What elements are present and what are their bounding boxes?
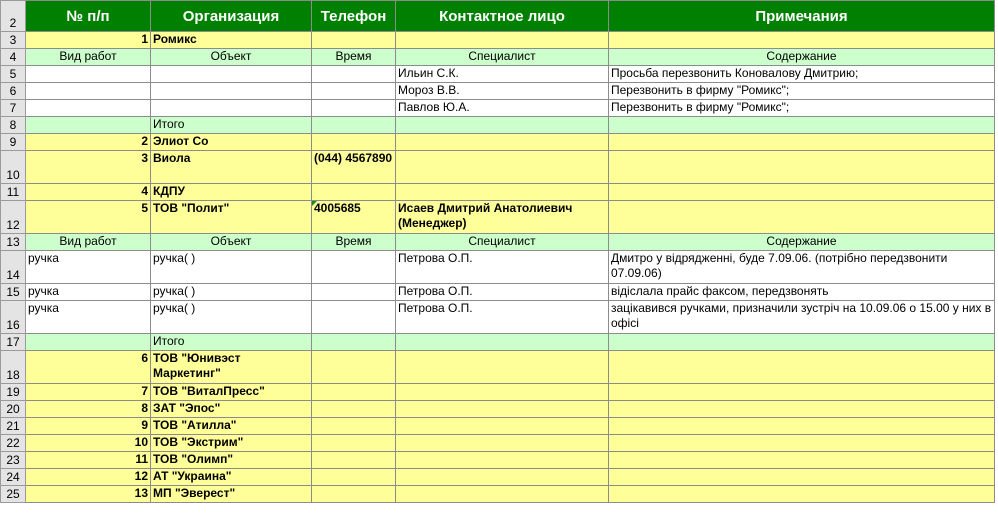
total-empty-cell[interactable] xyxy=(26,334,151,351)
header-phone[interactable]: Телефон xyxy=(312,1,396,32)
org-note-cell[interactable] xyxy=(609,201,995,234)
row-header[interactable]: 6 xyxy=(1,83,26,100)
content-cell[interactable]: зацікавився ручками, призначили зустріч на 10.09.06 о 15.00 у них в офісі xyxy=(609,301,995,334)
time-cell[interactable] xyxy=(312,251,396,284)
org-number-cell[interactable]: 13 xyxy=(26,486,151,503)
row-header[interactable]: 19 xyxy=(1,384,26,401)
organization-row xyxy=(1,486,995,503)
total-empty-cell[interactable] xyxy=(609,334,995,351)
row-header[interactable]: 17 xyxy=(1,334,26,351)
org-phone-cell[interactable] xyxy=(312,351,396,384)
row-header[interactable]: 5 xyxy=(1,66,26,83)
org-contact-cell[interactable] xyxy=(396,418,609,435)
org-name-cell[interactable]: Ромикс xyxy=(151,32,312,49)
organization-row xyxy=(1,184,995,201)
total-label-cell[interactable]: Итого xyxy=(151,334,312,351)
object-cell[interactable] xyxy=(151,66,312,83)
org-contact-cell[interactable] xyxy=(396,32,609,49)
total-empty-cell[interactable] xyxy=(396,117,609,134)
org-number-cell[interactable]: 9 xyxy=(26,418,151,435)
row-header[interactable]: 8 xyxy=(1,117,26,134)
org-name-cell[interactable]: ТОВ "Полит" xyxy=(151,201,312,234)
work-type-cell[interactable] xyxy=(26,83,151,100)
org-contact-cell[interactable] xyxy=(396,401,609,418)
row-header[interactable]: 2 xyxy=(1,1,26,32)
row-header[interactable]: 9 xyxy=(1,134,26,151)
organization-row xyxy=(1,32,995,49)
content-cell[interactable]: відіслала прайс факсом, передзвонять xyxy=(609,284,995,301)
content-cell[interactable]: Перезвонить в фирму "Ромикс"; xyxy=(609,100,995,117)
org-phone-cell[interactable] xyxy=(312,486,396,503)
org-number-cell[interactable]: 3 xyxy=(26,151,151,184)
sub-header-time[interactable]: Время xyxy=(312,49,396,66)
content-cell[interactable]: Просьба перезвонить Коновалову Дмитрию; xyxy=(609,66,995,83)
detail-row xyxy=(1,100,995,117)
content-cell[interactable]: Перезвонить в фирму "Ромикс"; xyxy=(609,83,995,100)
row-header[interactable]: 25 xyxy=(1,486,26,503)
total-empty-cell[interactable] xyxy=(609,117,995,134)
specialist-cell[interactable]: Петрова О.П. xyxy=(396,284,609,301)
row-header[interactable]: 3 xyxy=(1,32,26,49)
total-label-cell[interactable]: Итого xyxy=(151,117,312,134)
phone-text: 4005685 xyxy=(314,201,361,215)
specialist-cell[interactable]: Ильин С.К. xyxy=(396,66,609,83)
specialist-cell[interactable]: Петрова О.П. xyxy=(396,251,609,284)
work-type-cell[interactable]: ручка xyxy=(26,284,151,301)
org-number-cell[interactable]: 2 xyxy=(26,134,151,151)
organization-row xyxy=(1,201,995,234)
org-contact-cell[interactable] xyxy=(396,452,609,469)
org-name-cell[interactable]: ТОВ "Атилла" xyxy=(151,418,312,435)
org-number-cell[interactable]: 8 xyxy=(26,401,151,418)
total-empty-cell[interactable] xyxy=(312,117,396,134)
row-header[interactable]: 24 xyxy=(1,469,26,486)
row-header[interactable]: 11 xyxy=(1,184,26,201)
organization-row xyxy=(1,134,995,151)
object-cell[interactable] xyxy=(151,100,312,117)
total-empty-cell[interactable] xyxy=(396,334,609,351)
sub-header-specialist[interactable]: Специалист xyxy=(396,49,609,66)
organization-row xyxy=(1,384,995,401)
org-note-cell[interactable] xyxy=(609,32,995,49)
org-contact-cell[interactable] xyxy=(396,134,609,151)
sub-header-work-type[interactable]: Вид работ xyxy=(26,49,151,66)
object-cell[interactable]: ручка( ) xyxy=(151,251,312,284)
sub-header-content[interactable]: Содержание xyxy=(609,234,995,251)
error-indicator-icon xyxy=(312,201,317,206)
org-name-cell[interactable]: ТОВ "Экстрим" xyxy=(151,435,312,452)
header-organization[interactable]: Организация xyxy=(151,1,312,32)
work-type-cell[interactable] xyxy=(26,66,151,83)
detail-row xyxy=(1,251,995,284)
object-cell[interactable] xyxy=(151,83,312,100)
organization-row xyxy=(1,351,995,384)
org-contact-cell[interactable] xyxy=(396,486,609,503)
organization-row xyxy=(1,452,995,469)
org-phone-cell[interactable] xyxy=(312,384,396,401)
total-empty-cell[interactable] xyxy=(26,117,151,134)
time-cell[interactable] xyxy=(312,301,396,334)
detail-row xyxy=(1,301,995,334)
object-cell[interactable]: ручка( ) xyxy=(151,284,312,301)
detail-row xyxy=(1,284,995,301)
org-phone-cell[interactable] xyxy=(312,452,396,469)
row-header[interactable]: 14 xyxy=(1,251,26,284)
org-number-cell[interactable]: 12 xyxy=(26,469,151,486)
org-number-cell[interactable]: 5 xyxy=(26,201,151,234)
total-row xyxy=(1,117,995,134)
org-name-cell[interactable]: ТОВ "ВиталПресс" xyxy=(151,384,312,401)
org-phone-cell[interactable] xyxy=(312,469,396,486)
row-header[interactable]: 7 xyxy=(1,100,26,117)
org-note-cell[interactable] xyxy=(609,151,995,184)
org-contact-cell[interactable]: Исаев Дмитрий Анатолиевич (Менеджер) xyxy=(396,201,609,234)
org-phone-cell[interactable] xyxy=(312,32,396,49)
org-name-cell[interactable]: АТ "Украина" xyxy=(151,469,312,486)
specialist-cell[interactable]: Петрова О.П. xyxy=(396,301,609,334)
header-number[interactable]: № п/п xyxy=(26,1,151,32)
org-name-cell[interactable]: Элиот Со xyxy=(151,134,312,151)
org-contact-cell[interactable] xyxy=(396,151,609,184)
org-name-cell[interactable]: Виола xyxy=(151,151,312,184)
sub-header-specialist[interactable]: Специалист xyxy=(396,234,609,251)
org-contact-cell[interactable] xyxy=(396,384,609,401)
org-name-cell[interactable]: ТОВ "Юнивэст Маркетинг" xyxy=(151,351,312,384)
org-name-cell[interactable]: ЗАТ "Эпос" xyxy=(151,401,312,418)
row-header[interactable]: 12 xyxy=(1,201,26,234)
row-header[interactable]: 13 xyxy=(1,234,26,251)
org-phone-cell[interactable] xyxy=(312,435,396,452)
org-contact-cell[interactable] xyxy=(396,435,609,452)
organization-row xyxy=(1,401,995,418)
time-cell[interactable] xyxy=(312,100,396,117)
row-header[interactable]: 22 xyxy=(1,435,26,452)
header-notes[interactable]: Примечания xyxy=(609,1,995,32)
org-number-cell[interactable]: 10 xyxy=(26,435,151,452)
org-note-cell[interactable] xyxy=(609,469,995,486)
sub-header-content[interactable]: Содержание xyxy=(609,49,995,66)
org-note-cell[interactable] xyxy=(609,486,995,503)
org-contact-cell[interactable] xyxy=(396,351,609,384)
org-phone-cell[interactable]: (044) 4567890 xyxy=(312,151,396,184)
total-row xyxy=(1,334,995,351)
org-note-cell[interactable] xyxy=(609,184,995,201)
specialist-cell[interactable]: Мороз В.В. xyxy=(396,83,609,100)
row-header[interactable]: 10 xyxy=(1,151,26,184)
total-empty-cell[interactable] xyxy=(312,334,396,351)
time-cell[interactable] xyxy=(312,284,396,301)
row-header[interactable]: 16 xyxy=(1,301,26,334)
org-contact-cell[interactable] xyxy=(396,469,609,486)
org-name-cell[interactable]: МП "Эверест" xyxy=(151,486,312,503)
content-cell[interactable]: Дмитро у відрядженні, буде 7.09.06. (потрібно передзвонити 07.09.06) xyxy=(609,251,995,284)
detail-row xyxy=(1,83,995,100)
org-note-cell[interactable] xyxy=(609,435,995,452)
time-cell[interactable] xyxy=(312,66,396,83)
org-number-cell[interactable]: 4 xyxy=(26,184,151,201)
row-header[interactable]: 21 xyxy=(1,418,26,435)
org-phone-cell[interactable] xyxy=(312,184,396,201)
sub-header-row xyxy=(1,234,995,251)
organization-row xyxy=(1,418,995,435)
org-number-cell[interactable]: 11 xyxy=(26,452,151,469)
column-header-row xyxy=(1,1,995,32)
header-contact[interactable]: Контактное лицо xyxy=(396,1,609,32)
row-header[interactable]: 20 xyxy=(1,401,26,418)
sub-header-work-type[interactable]: Вид работ xyxy=(26,234,151,251)
org-phone-cell[interactable] xyxy=(312,418,396,435)
org-note-cell[interactable] xyxy=(609,134,995,151)
row-header[interactable]: 15 xyxy=(1,284,26,301)
row-header[interactable]: 23 xyxy=(1,452,26,469)
work-type-cell[interactable]: ручка xyxy=(26,251,151,284)
org-number-cell[interactable]: 7 xyxy=(26,384,151,401)
sub-header-time[interactable]: Время xyxy=(312,234,396,251)
sub-header-object[interactable]: Объект xyxy=(151,234,312,251)
org-name-cell[interactable]: ТОВ "Олимп" xyxy=(151,452,312,469)
org-note-cell[interactable] xyxy=(609,401,995,418)
org-note-cell[interactable] xyxy=(609,418,995,435)
org-phone-cell[interactable] xyxy=(312,401,396,418)
time-cell[interactable] xyxy=(312,83,396,100)
work-type-cell[interactable]: ручка xyxy=(26,301,151,334)
sub-header-row xyxy=(1,49,995,66)
org-phone-cell[interactable] xyxy=(312,134,396,151)
org-name-cell[interactable]: КДПУ xyxy=(151,184,312,201)
organization-row xyxy=(1,469,995,486)
row-header[interactable]: 18 xyxy=(1,351,26,384)
row-header[interactable]: 4 xyxy=(1,49,26,66)
org-number-cell[interactable]: 6 xyxy=(26,351,151,384)
detail-row xyxy=(1,66,995,83)
org-phone-cell[interactable] xyxy=(312,201,396,234)
org-note-cell[interactable] xyxy=(609,351,995,384)
org-number-cell[interactable]: 1 xyxy=(26,32,151,49)
org-note-cell[interactable] xyxy=(609,452,995,469)
object-cell[interactable]: ручка( ) xyxy=(151,301,312,334)
work-type-cell[interactable] xyxy=(26,100,151,117)
org-note-cell[interactable] xyxy=(609,384,995,401)
specialist-cell[interactable]: Павлов Ю.А. xyxy=(396,100,609,117)
organization-row xyxy=(1,151,995,184)
org-contact-cell[interactable] xyxy=(396,184,609,201)
sub-header-object[interactable]: Объект xyxy=(151,49,312,66)
organization-row xyxy=(1,435,995,452)
